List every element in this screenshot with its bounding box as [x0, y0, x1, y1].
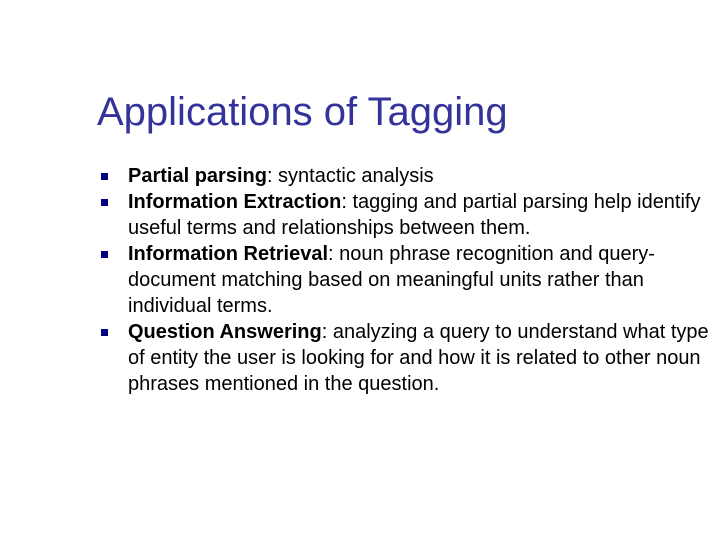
bullet-text: : syntactic analysis	[266, 165, 434, 187]
bullet-partial-parsing	[101, 163, 711, 189]
bullet-information-extraction	[101, 189, 711, 241]
square-bullet-icon	[101, 199, 108, 206]
bullet-term: Question Answering	[128, 321, 322, 343]
square-bullet-icon	[101, 329, 108, 336]
slide-title: Applications of Tagging	[97, 90, 508, 134]
bullet-term: Partial parsing	[128, 165, 267, 187]
bullet-term: Information Extraction	[128, 191, 342, 213]
bullet-text: : noun phrase recognition and query-document matching based on meaningful units rather than individual terms.	[128, 243, 655, 317]
bullet-text: : analyzing a query to understand what type of entity the user is looking for and how it is related to other noun phrases mentioned in the question.	[128, 321, 709, 395]
bullet-term: Information Retrieval	[128, 243, 329, 265]
bullet-information-retrieval	[101, 241, 711, 319]
square-bullet-icon	[101, 251, 108, 258]
bullet-text: : tagging and partial parsing help identify useful terms and relationships between them.	[128, 191, 701, 239]
bullet-list	[101, 163, 711, 397]
square-bullet-icon	[101, 173, 108, 180]
bullet-question-answering	[101, 319, 711, 397]
